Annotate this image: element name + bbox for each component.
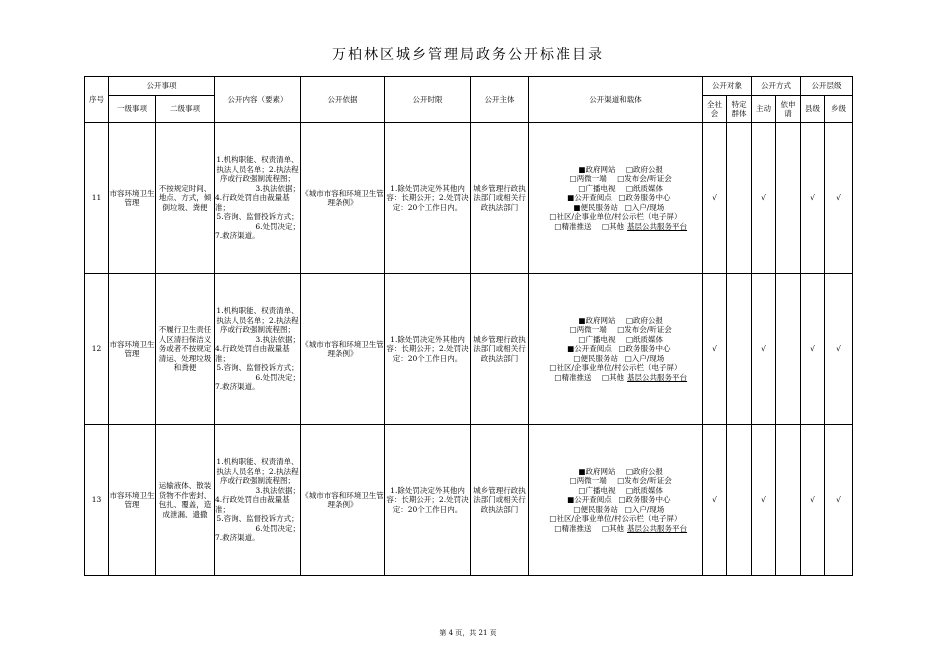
content-line: 7.救济渠道。 bbox=[215, 533, 260, 543]
other-channel-text: 基层公共服务平台 bbox=[627, 372, 688, 382]
row-mode-active-check: √ bbox=[752, 425, 776, 576]
row-level1-item: 市容环境卫生管理 bbox=[109, 274, 156, 425]
channel-line bbox=[529, 335, 702, 345]
channel-option: □纸质媒体 bbox=[625, 485, 664, 495]
other-channel-text: 基层公共服务平台 bbox=[627, 221, 688, 231]
content-line: 5.咨询、监督投诉方式； bbox=[216, 363, 299, 373]
header-time-limit: 公开时限 bbox=[385, 77, 471, 123]
header-target-specific: 特定 群体 bbox=[727, 96, 752, 123]
channel-line bbox=[529, 174, 702, 184]
row-target-all-check: √ bbox=[703, 274, 727, 425]
channel-line bbox=[529, 203, 702, 213]
channel-option: ■便民服务站 bbox=[573, 202, 618, 212]
channel-option: □两微一端 bbox=[569, 174, 607, 184]
row-content bbox=[215, 274, 301, 425]
table-row bbox=[85, 274, 853, 425]
row-target-all-check: √ bbox=[703, 123, 727, 274]
channel-line bbox=[529, 514, 702, 524]
header-seq: 序号 bbox=[85, 77, 109, 123]
row-level-township-check: √ bbox=[825, 123, 853, 274]
row-level-township-check: √ bbox=[825, 274, 853, 425]
row-seq: 11 bbox=[85, 123, 109, 274]
row-level-county-check: √ bbox=[801, 274, 825, 425]
row-mode-request-check bbox=[776, 274, 801, 425]
channel-option: □社区/企事业单位/村公示栏（电子屏） bbox=[549, 363, 682, 373]
channel-option: □政府公报 bbox=[625, 315, 664, 325]
content-line: 6.处罚决定； bbox=[255, 221, 300, 231]
channel-option: □发布会/听证会 bbox=[617, 476, 672, 486]
channel-option: □社区/企事业单位/村公示栏（电子屏） bbox=[549, 514, 682, 524]
content-line: 3.执法依据； bbox=[255, 334, 300, 344]
row-level-township-check: √ bbox=[825, 425, 853, 576]
content-line: 4.行政处罚自由裁量基准； bbox=[215, 495, 290, 514]
channel-line bbox=[529, 486, 702, 496]
header-mode-request: 依申 请 bbox=[776, 96, 801, 123]
content-line: 4.行政处罚自由裁量基准； bbox=[215, 193, 290, 212]
row-level-county-check: √ bbox=[801, 425, 825, 576]
channel-option: □精准推送 bbox=[554, 523, 592, 533]
channel-line bbox=[529, 354, 702, 364]
channel-option: □广播电视 bbox=[578, 183, 616, 193]
channel-option: □其他 bbox=[601, 221, 625, 231]
channel-line bbox=[529, 363, 702, 373]
table-row bbox=[85, 425, 853, 576]
channel-option: □社区/企事业单位/村公示栏（电子屏） bbox=[549, 212, 682, 222]
row-level-county-check: √ bbox=[801, 123, 825, 274]
row-content bbox=[215, 123, 301, 274]
header-subject: 公开主体 bbox=[471, 77, 529, 123]
header-level-township: 乡级 bbox=[825, 96, 853, 123]
channel-option: □入户/现场 bbox=[624, 353, 665, 363]
content-line: 3.执法依据； bbox=[255, 485, 300, 495]
table-row bbox=[85, 123, 853, 274]
row-subject: 城乡管理行政执法部门或相关行政执法部门 bbox=[471, 425, 529, 576]
channel-option: □政务服务中心 bbox=[618, 193, 671, 203]
content-line: 7.救济渠道。 bbox=[215, 231, 260, 241]
row-seq: 13 bbox=[85, 425, 109, 576]
row-level2-item: 不按规定时间、地点、方式，倾倒垃圾、粪便 bbox=[156, 123, 215, 274]
channel-line bbox=[529, 476, 702, 486]
content-line: 1.机构职能、权责清单、执法人员名单；2.执法程序或行政强制流程图； bbox=[216, 155, 299, 184]
content-line: 7.救济渠道。 bbox=[215, 382, 260, 392]
row-seq: 12 bbox=[85, 274, 109, 425]
channel-option: □入户/现场 bbox=[624, 202, 665, 212]
row-mode-request-check bbox=[776, 425, 801, 576]
catalog-table bbox=[84, 76, 853, 576]
row-target-specific-check bbox=[727, 425, 752, 576]
page-title: 万柏林区城乡管理局政务公开标准目录 bbox=[332, 47, 604, 63]
channel-option: ■公开查阅点 bbox=[567, 193, 612, 203]
channel-line bbox=[529, 373, 702, 383]
header-item-l2: 二级事项 bbox=[156, 96, 215, 123]
header-item-group: 公开事项 bbox=[109, 77, 215, 96]
channel-line bbox=[529, 222, 702, 232]
header-target-group: 公开对象 bbox=[703, 77, 752, 96]
row-level2-item: 运输液体、散装货物不作密封、包扎、覆盖，造成泄漏、遗撒 bbox=[156, 425, 215, 576]
row-target-specific-check bbox=[727, 123, 752, 274]
channel-line bbox=[529, 165, 702, 175]
channel-option: □两微一端 bbox=[569, 325, 607, 335]
channel-option: □政府公报 bbox=[625, 164, 664, 174]
channel-option: □纸质媒体 bbox=[625, 183, 664, 193]
row-target-all-check: √ bbox=[703, 425, 727, 576]
channel-line bbox=[529, 467, 702, 477]
channel-option: □精准推送 bbox=[554, 221, 592, 231]
header-content: 公开内容（要素） bbox=[215, 77, 301, 123]
content-line: 5.咨询、监督投诉方式； bbox=[216, 212, 299, 222]
channel-line bbox=[529, 495, 702, 505]
content-line: 3.执法依据； bbox=[255, 183, 300, 193]
channel-line bbox=[529, 325, 702, 335]
channel-option: □便民服务站 bbox=[573, 504, 618, 514]
channel-option: ■公开查阅点 bbox=[567, 495, 612, 505]
channel-line bbox=[529, 344, 702, 354]
header-item-l1: 一级事项 bbox=[109, 96, 156, 123]
page-footer: 第 4 页，共 21 页 bbox=[439, 629, 497, 637]
row-mode-request-check bbox=[776, 123, 801, 274]
content-line: 6.处罚决定； bbox=[255, 523, 300, 533]
header-channels: 公开渠道和载体 bbox=[529, 77, 703, 123]
row-channels bbox=[529, 274, 703, 425]
header-basis: 公开依据 bbox=[301, 77, 385, 123]
row-level1-item: 市容环境卫生管理 bbox=[109, 425, 156, 576]
header-level-group: 公开层级 bbox=[801, 77, 853, 96]
channel-line bbox=[529, 193, 702, 203]
content-line: 1.机构职能、权责清单、执法人员名单；2.执法程序或行政强制流程图； bbox=[216, 306, 299, 335]
header-mode-group: 公开方式 bbox=[752, 77, 801, 96]
header-level-county: 县级 bbox=[801, 96, 825, 123]
channel-option: □发布会/听证会 bbox=[617, 325, 672, 335]
channel-option: □精准推送 bbox=[554, 372, 592, 382]
row-content bbox=[215, 425, 301, 576]
channel-option: □政务服务中心 bbox=[618, 495, 671, 505]
channel-option: □政务服务中心 bbox=[618, 344, 671, 354]
channel-option: □入户/现场 bbox=[624, 504, 665, 514]
header-mode-active: 主动 bbox=[752, 96, 776, 123]
other-channel-text: 基层公共服务平台 bbox=[627, 523, 688, 533]
row-mode-active-check: √ bbox=[752, 274, 776, 425]
content-line: 5.咨询、监督投诉方式； bbox=[216, 514, 299, 524]
channel-option: ■政府网站 bbox=[578, 315, 616, 325]
row-basis: 《城市市容和环境卫生管理条例》 bbox=[301, 123, 385, 274]
channel-option: □发布会/听证会 bbox=[617, 174, 672, 184]
row-basis: 《城市市容和环境卫生管理条例》 bbox=[301, 425, 385, 576]
channel-option: ■政府网站 bbox=[578, 466, 616, 476]
channel-option: □广播电视 bbox=[578, 485, 616, 495]
row-subject: 城乡管理行政执法部门或相关行政执法部门 bbox=[471, 123, 529, 274]
channel-line bbox=[529, 505, 702, 515]
content-line: 6.处罚决定； bbox=[255, 372, 300, 382]
channel-option: ■公开查阅点 bbox=[567, 344, 612, 354]
channel-option: □纸质媒体 bbox=[625, 334, 664, 344]
row-basis: 《城市市容和环境卫生管理条例》 bbox=[301, 274, 385, 425]
row-channels bbox=[529, 123, 703, 274]
channel-option: □政府公报 bbox=[625, 466, 664, 476]
header-target-all: 全社 会 bbox=[703, 96, 727, 123]
channel-option: ■政府网站 bbox=[578, 164, 616, 174]
channel-line bbox=[529, 212, 702, 222]
row-time-limit: 1.除处罚决定外其他内容：长期公开；2.处罚决定：20个工作日内。 bbox=[385, 425, 471, 576]
content-line: 1.机构职能、权责清单、执法人员名单；2.执法程序或行政强制流程图； bbox=[216, 457, 299, 486]
channel-line bbox=[529, 184, 702, 194]
row-level1-item: 市容环境卫生管理 bbox=[109, 123, 156, 274]
channel-option: □其他 bbox=[601, 523, 625, 533]
row-level2-item: 不履行卫生责任人区清扫保洁义务或者不按规定清运、处理垃圾和粪便 bbox=[156, 274, 215, 425]
channel-line bbox=[529, 316, 702, 326]
channel-option: □广播电视 bbox=[578, 334, 616, 344]
row-time-limit: 1.除处罚决定外其他内容：长期公开；2.处罚决定：20个工作日内。 bbox=[385, 274, 471, 425]
content-line: 4.行政处罚自由裁量基准； bbox=[215, 344, 290, 363]
row-mode-active-check: √ bbox=[752, 123, 776, 274]
row-target-specific-check bbox=[727, 274, 752, 425]
channel-option: □两微一端 bbox=[569, 476, 607, 486]
row-channels bbox=[529, 425, 703, 576]
channel-line bbox=[529, 524, 702, 534]
row-subject: 城乡管理行政执法部门或相关行政执法部门 bbox=[471, 274, 529, 425]
row-time-limit: 1.除处罚决定外其他内容：长期公开；2.处罚决定：20个工作日内。 bbox=[385, 123, 471, 274]
channel-option: □其他 bbox=[601, 372, 625, 382]
channel-option: □便民服务站 bbox=[573, 353, 618, 363]
